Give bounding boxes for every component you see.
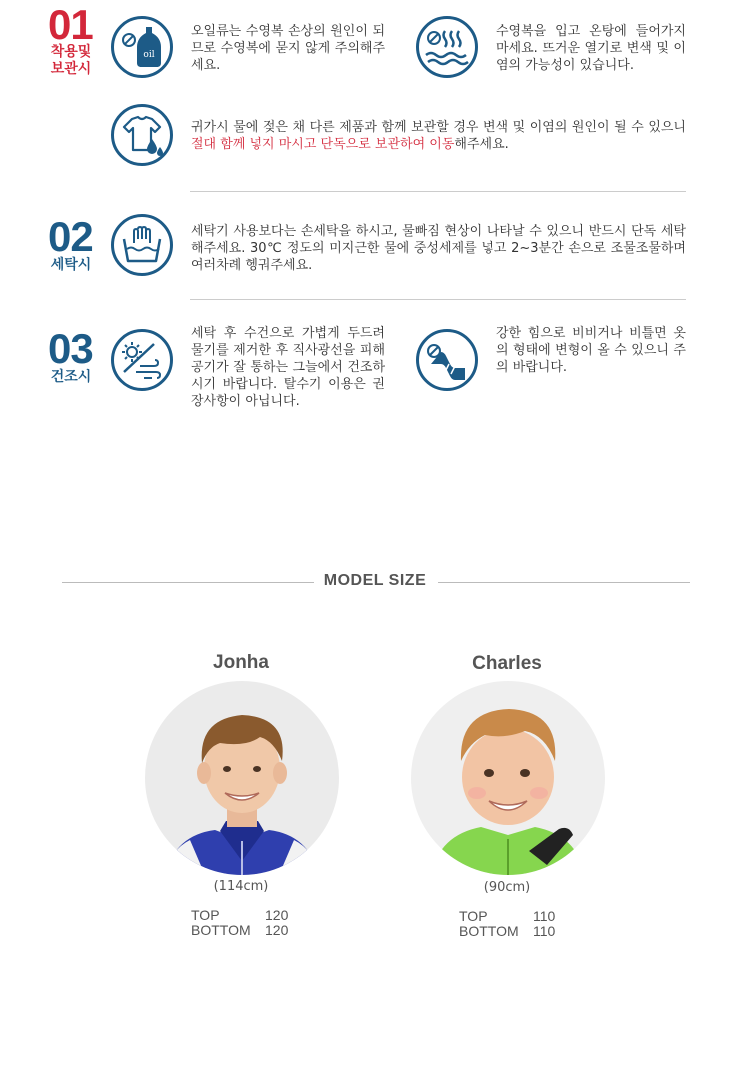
model-bottom-value: 110 <box>533 923 556 939</box>
section-label-01: 착용및 보관시 <box>50 44 92 77</box>
svg-text:oil: oil <box>143 50 155 60</box>
divider-2 <box>190 299 686 300</box>
care-hotbath-text: 수영복을 입고 온탕에 들어가지 마세요. 뜨거운 열기로 변색 및 이염의 가능성이 있습니다. <box>496 24 686 73</box>
model-size-title: MODEL SIZE <box>323 572 427 589</box>
dry-shade-icon <box>110 328 174 392</box>
section-number-02: 02 <box>48 213 93 260</box>
care-storage-highlight: 절대 함께 넣지 마시고 단독으로 보관하여 이동 <box>191 137 455 152</box>
model-name: Charles <box>472 653 542 674</box>
section-number-01: 01 <box>48 1 93 48</box>
model-photo-charles <box>411 681 605 875</box>
model-top-value: 120 <box>265 907 289 923</box>
model-bottom-label: BOTTOM <box>191 922 251 938</box>
model-height: (90cm) <box>483 880 531 895</box>
hand-wash-icon <box>110 213 174 277</box>
no-hot-water-icon <box>415 15 479 79</box>
model-bottom-value: 120 <box>265 922 289 938</box>
model-height: (114cm) <box>213 879 269 894</box>
model-photo-jonha <box>145 681 339 875</box>
model-top-label: TOP <box>459 908 488 924</box>
care-storage-text-a: 귀가시 물에 젖은 채 다른 제품과 함께 보관할 경우 변색 및 이염의 원인이 될 수 있으니 <box>191 120 686 135</box>
section-label-03: 건조시 <box>50 369 92 385</box>
section-number-03: 03 <box>48 325 93 372</box>
care-rub-text: 강한 힘으로 비비거나 비틀면 옷의 형태에 변형이 올 수 있으니 주의 바랍니다. <box>496 326 686 375</box>
model-name: Jonha <box>213 652 269 673</box>
divider-1 <box>190 191 686 192</box>
wet-clothes-icon <box>110 103 174 167</box>
model-top-value: 110 <box>533 908 556 924</box>
no-oil-icon <box>110 15 174 79</box>
care-wash-text: 세탁기 사용보다는 손세탁을 하시고, 물빠짐 현상이 나타날 수 있으니 반드시 단독 세탁해주세요. 30℃ 정도의 미지근한 물에 중성세제를 넣고 2~3분간 손으로 조물조물하며 여러차례 헹궈주세요. <box>191 224 686 273</box>
section-label-02: 세탁시 <box>50 257 92 273</box>
care-oil-text: 오일류는 수영복 손상의 원인이 되므로 수영복에 묻지 않게 주의해주세요. <box>191 24 385 73</box>
care-storage-text-b: 해주세요. <box>454 137 509 152</box>
model-bottom-label: BOTTOM <box>459 923 519 939</box>
model-size-line-right <box>438 582 690 583</box>
care-storage-text <box>191 119 686 153</box>
care-dry-text: 세탁 후 수건으로 가볍게 두드려 물기를 제거한 후 직사광선을 피해 공기가 잘 통하는 그늘에서 건조하시기 바랍니다. 탈수기 이용은 권장사항이 아닙니다. <box>191 326 385 409</box>
no-wring-icon <box>415 328 479 392</box>
model-top-label: TOP <box>191 907 220 923</box>
